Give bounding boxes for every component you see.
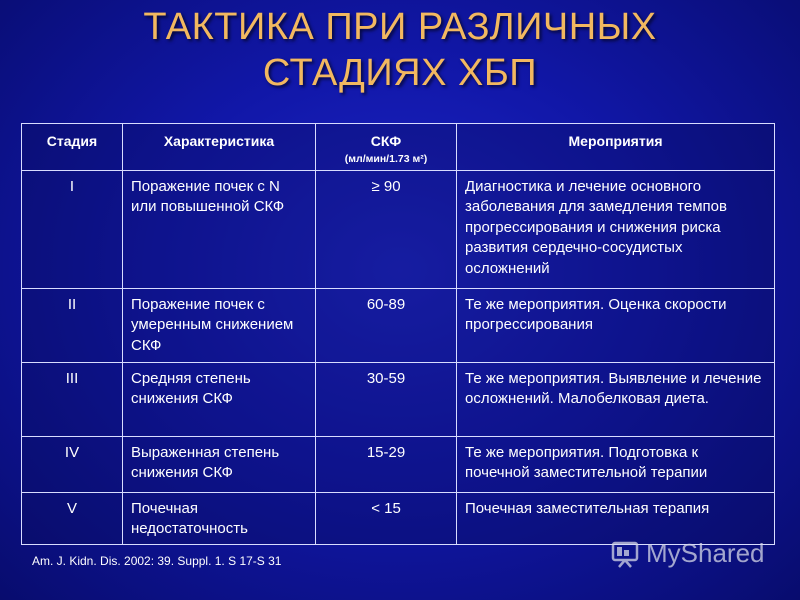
cell-stage: II: [22, 288, 123, 362]
cell-gfr: 60-89: [316, 288, 457, 362]
cell-stage: III: [22, 362, 123, 436]
title-line-2: СТАДИЯХ ХБП: [262, 52, 538, 94]
header-gfr-unit: (мл/мин/1.73 м²): [344, 152, 428, 165]
table-row: [22, 436, 775, 492]
cell-gfr: < 15: [316, 492, 457, 544]
cell-stage: IV: [22, 436, 123, 492]
table-row: [22, 170, 775, 288]
cell-gfr: 15-29: [316, 436, 457, 492]
presentation-icon: [610, 539, 640, 569]
cell-stage: I: [22, 170, 123, 288]
watermark: [610, 538, 765, 569]
cell-measures: Те же мероприятия. Выявление и лечение осложнений. Малобелковая диета.: [457, 362, 775, 436]
cell-characteristic: Средняя степень снижения СКФ: [123, 362, 316, 436]
cell-characteristic: Выраженная степень снижения СКФ: [123, 436, 316, 492]
header-stage: Стадия: [22, 124, 123, 171]
header-characteristic: Характеристика: [123, 124, 316, 171]
cell-measures: Почечная заместительная терапия: [457, 492, 775, 544]
header-gfr: [316, 124, 457, 171]
cell-measures: Диагностика и лечение основного заболевания для замедления темпов прогрессирования и снижения риска развития сердечно-сосудистых осложнений: [457, 170, 775, 288]
header-gfr-label: СКФ: [370, 133, 402, 149]
cell-measures: Те же мероприятия. Подготовка к почечной заместительной терапии: [457, 436, 775, 492]
cell-measures: Те же мероприятия. Оценка скорости прогрессирования: [457, 288, 775, 362]
cell-characteristic: Поражение почек с умеренным снижением СКФ: [123, 288, 316, 362]
table-row: [22, 492, 775, 544]
cell-characteristic: Почечная недостаточность: [123, 492, 316, 544]
header-measures: Мероприятия: [457, 124, 775, 171]
table-header-row: [22, 124, 775, 171]
cell-stage: V: [22, 492, 123, 544]
table-row: [22, 362, 775, 436]
watermark-text: MyShared: [646, 538, 765, 568]
cell-characteristic: Поражение почек с N или повышенной СКФ: [123, 170, 316, 288]
citation-footnote: Am. J. Kidn. Dis. 2002: 39. Suppl. 1. S 17-S 31: [32, 554, 282, 568]
slide-title: [0, 4, 800, 96]
table-row: [22, 288, 775, 362]
ckd-tactics-table: [21, 123, 775, 545]
cell-gfr: 30-59: [316, 362, 457, 436]
cell-gfr: ≥ 90: [316, 170, 457, 288]
title-line-1: ТАКТИКА ПРИ РАЗЛИЧНЫХ: [143, 6, 657, 48]
